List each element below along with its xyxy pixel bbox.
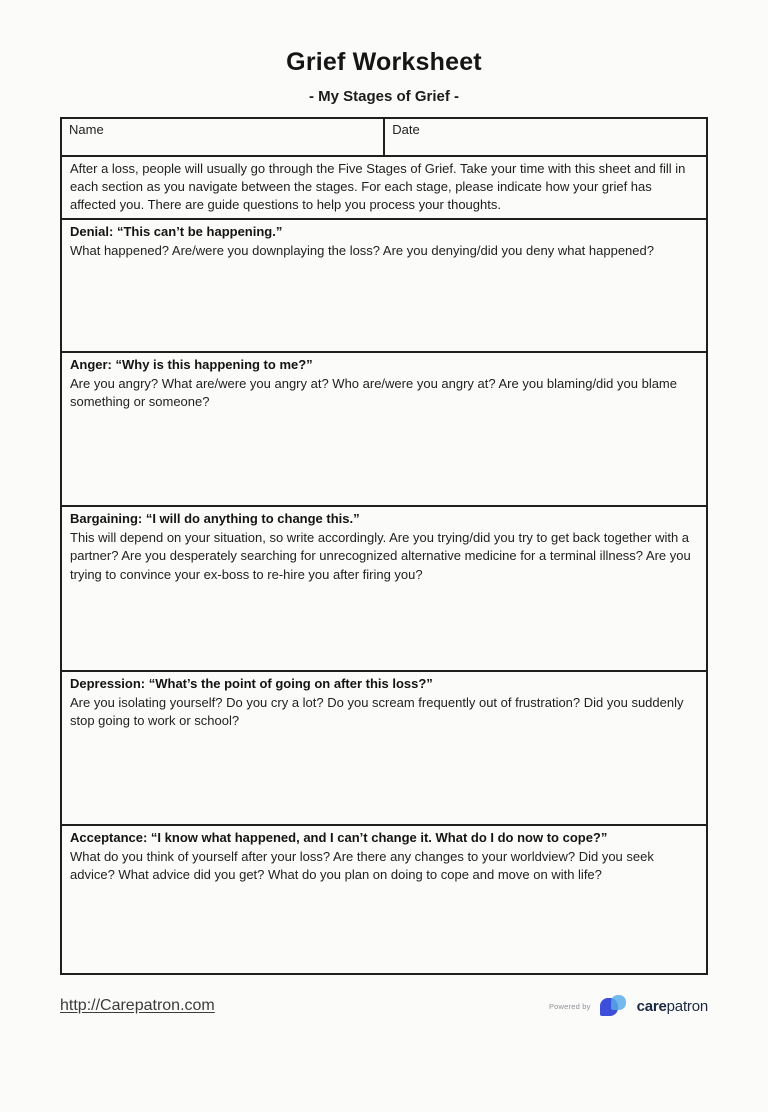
date-field[interactable] (385, 119, 706, 155)
date-input-area[interactable] (392, 137, 699, 155)
stage-heading-denial: Denial: “This can’t be happening.” (70, 224, 283, 239)
stage-questions-anger: Are you angry? What are/were you angry at? Who are/were you angry at? Are you blaming/did you blame something or someone? (70, 375, 677, 409)
stage-questions-denial: What happened? Are/were you downplaying the loss? Are you denying/did you deny what happened? (70, 242, 654, 258)
name-date-row (60, 117, 708, 157)
stage-heading-acceptance: Acceptance: “I know what happened, and I can’t change it. What do I do now to cope?” (70, 830, 608, 845)
stage-questions-acceptance: What do you think of yourself after your loss? Are there any changes to your worldview? Did you seek advice? What advice did you get? What do you plan on doing to cope and move on with life? (70, 848, 654, 882)
stage-section-anger[interactable] (60, 351, 708, 507)
carepatron-brand (549, 994, 708, 1018)
stage-section-depression[interactable] (60, 670, 708, 826)
powered-by-label: Powered by (548, 1001, 591, 1011)
stage-heading-anger: Anger: “Why is this happening to me?” (70, 357, 313, 372)
carepatron-logo-text (637, 998, 708, 1015)
stage-heading-depression: Depression: “What’s the point of going on after this loss?” (70, 676, 433, 691)
footer (60, 994, 708, 1018)
worksheet-table (60, 117, 708, 975)
page-title: Grief Worksheet (286, 48, 482, 76)
name-label: Name (69, 122, 104, 137)
stage-heading-bargaining: Bargaining: “I will do anything to change this.” (70, 511, 360, 526)
carepatron-logo-icon (600, 994, 630, 1018)
logo-text-care: care (636, 997, 667, 1015)
stage-section-denial[interactable] (60, 218, 708, 353)
date-label: Date (392, 122, 420, 137)
carepatron-link[interactable]: http://Carepatron.com (60, 997, 215, 1014)
intro-paragraph: After a loss, people will usually go through the Five Stages of Grief. Take your time with this sheet and fill in each section as you navigate between the stages. For each stage, please indicate how your grief has affected you. There are guide questions to help you process your thoughts. (60, 155, 708, 220)
stage-questions-bargaining: This will depend on your situation, so write accordingly. Are you trying/did you try to get back together with a partner? Are you desperately searching for unrecognized alternative medicine for a terminal illness? Are you trying to convince your ex-boss to re-hire you after firing you? (70, 529, 691, 582)
stage-questions-depression: Are you isolating yourself? Do you cry a lot? Do you scream frequently out of frustration? Did you suddenly stop going to work or school? (70, 694, 684, 728)
name-field[interactable] (62, 119, 385, 155)
worksheet-page (0, 48, 768, 1112)
stage-section-bargaining[interactable] (60, 505, 708, 672)
logo-text-patron: patron (666, 997, 708, 1015)
page-subtitle: - My Stages of Grief - (308, 88, 460, 105)
logo-blob-light-icon (611, 995, 626, 1010)
name-input-area[interactable] (69, 137, 376, 155)
stage-section-acceptance[interactable] (60, 824, 708, 975)
